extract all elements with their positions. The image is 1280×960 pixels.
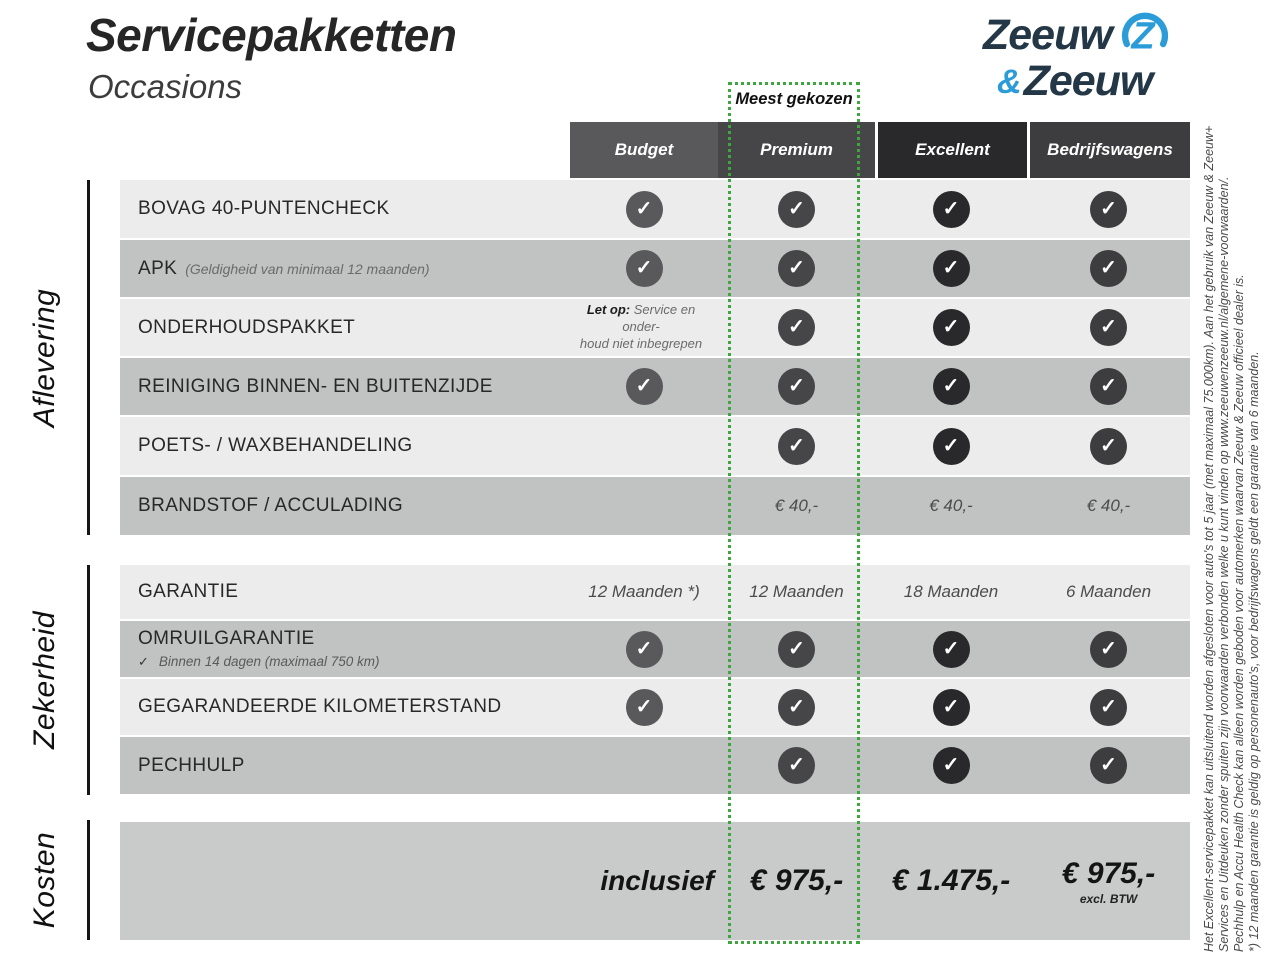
check-icon: ✓ (933, 309, 970, 346)
check-icon: ✓ (626, 631, 663, 668)
kosten-band (120, 822, 1190, 940)
row-label: GARANTIE (138, 581, 239, 602)
check-icon: ✓ (1090, 191, 1127, 228)
check-icon: ✓ (626, 689, 663, 726)
footnote-line: *) 12 maanden garantie is geldig op personenauto's, voor bedrijfswagens geldt een garantie van 6 maanden. (1247, 351, 1261, 952)
table-row-pechhulp (120, 737, 1190, 794)
logo-word-1: Zeeuw (983, 10, 1112, 59)
warranty-value: 6 Maanden (1065, 582, 1152, 601)
column-header-budget: Budget (570, 122, 718, 178)
footnotes (1202, 97, 1262, 952)
check-icon: ✓ (1090, 309, 1127, 346)
table-row-kilometerstand (120, 679, 1190, 735)
check-icon: ✓ (1090, 250, 1127, 287)
small-check-icon: ✓ (138, 654, 149, 669)
table-row-poets (120, 417, 1190, 475)
check-icon: ✓ (933, 191, 970, 228)
kosten-excellent-value: € 1.475,- (891, 864, 1011, 897)
price-value: € 40,- (1086, 496, 1131, 515)
table-row-bovag (120, 180, 1190, 238)
check-icon: ✓ (778, 191, 815, 228)
footnote-line: Services en Uitdeuken zonder spuiten zijn voorwaarden verbonden welke u kunt vinden op www.zeeuwenzeeuw.nl/algemene-voorwaarden/. (1217, 176, 1231, 952)
row-sub-note: ✓ Binnen 14 dagen (maximaal 750 km) (138, 654, 380, 669)
row-label: OMRUILGARANTIE (138, 628, 315, 649)
row-label: REINIGING BINNEN- EN BUITENZIJDE (138, 375, 493, 397)
column-header-bedrijfswagens: Bedrijfswagens (1027, 122, 1190, 178)
check-icon: ✓ (778, 250, 815, 287)
table-row-apk (120, 240, 1190, 297)
kosten-section-label: Kosten (28, 831, 61, 929)
column-header-excellent: Excellent (875, 122, 1027, 178)
check-icon: ✓ (933, 747, 970, 784)
kosten-premium-value: € 975,- (749, 864, 844, 897)
check-icon: ✓ (778, 309, 815, 346)
budget-note: Let op: Service en onder- houd niet inbegrepen (579, 302, 703, 351)
row-label: BOVAG 40-PUNTENCHECK (138, 198, 390, 219)
table-row-onderhoudspakket (120, 299, 1190, 356)
row-label: GEGARANDEERDE KILOMETERSTAND (138, 696, 502, 717)
check-icon: ✓ (1090, 428, 1127, 465)
check-icon: ✓ (1090, 368, 1127, 405)
logo-word-2: Zeeuw (1023, 57, 1153, 105)
warranty-value: 12 Maanden *) (588, 582, 700, 601)
warranty-value: 12 Maanden (749, 582, 844, 601)
kosten-bedrijfswagens-value: € 975,- (1061, 856, 1156, 890)
check-icon: ✓ (778, 631, 815, 668)
z-swoosh-icon (1116, 6, 1174, 64)
check-icon: ✓ (1090, 747, 1127, 784)
check-icon: ✓ (1090, 631, 1127, 668)
page-title: Servicepakketten (86, 9, 457, 61)
kosten-budget-value: inclusief (600, 865, 714, 896)
check-icon: ✓ (778, 747, 815, 784)
table-row-garantie (120, 565, 1190, 619)
page-subtitle: Occasions (88, 68, 243, 105)
svg-text:Z: Z (1131, 15, 1155, 58)
row-label: POETS- / WAXBEHANDELING (138, 435, 413, 456)
column-headers (570, 122, 1190, 178)
check-icon: ✓ (778, 689, 815, 726)
row-label: APK (138, 257, 178, 279)
row-label: ONDERHOUDSPAKKET (138, 316, 356, 338)
row-label: BRANDSTOF / ACCULADING (138, 495, 403, 516)
most-chosen-badge: Meest gekozen (735, 90, 853, 108)
price-value: € 40,- (774, 496, 819, 515)
check-icon: ✓ (626, 250, 663, 287)
zekerheid-section-label: Zekerheid (28, 611, 61, 749)
table-row-brandstof (120, 477, 1190, 535)
check-icon: ✓ (626, 191, 663, 228)
check-icon: ✓ (933, 689, 970, 726)
row-label: PECHHULP (138, 754, 245, 776)
price-value: € 40,- (929, 496, 973, 515)
footnote-line: Pechhulp en Accu Health Check kan alleen worden geboden voor automerken waarvan Zeeuw & Zeeuw officieel dealer is. (1232, 274, 1246, 952)
check-icon: ✓ (626, 368, 663, 405)
column-header-premium: Premium (718, 122, 875, 178)
aflevering-section (0, 180, 90, 535)
logo-line-2 (983, 57, 1183, 105)
footnote-line: Het Excellent-servicepakket kan uitsluitend worden afgesloten voor auto's tot 5 jaar (met maximaal 75.000km). Aan het gebruik van Zeeuw & Zeeuw+ (1202, 125, 1216, 952)
kosten-section (0, 820, 90, 940)
kosten-btw-note: excl. BTW (1079, 891, 1138, 906)
logo-ampersand: & (997, 62, 1022, 101)
logo-line-1 (983, 6, 1183, 64)
check-icon: ✓ (933, 428, 970, 465)
check-icon: ✓ (778, 368, 815, 405)
row-note: (Geldigheid van minimaal 12 maanden) (185, 260, 430, 277)
aflevering-section-label: Aflevering (28, 288, 61, 427)
warranty-value: 18 Maanden (903, 582, 999, 601)
table-row-omruilgarantie (120, 621, 1190, 677)
check-icon: ✓ (933, 631, 970, 668)
zekerheid-section (0, 565, 90, 795)
table-row-reiniging (120, 358, 1190, 415)
check-icon: ✓ (778, 428, 815, 465)
zeeuw-zeeuw-logo (983, 6, 1183, 103)
check-icon: ✓ (933, 368, 970, 405)
check-icon: ✓ (933, 250, 970, 287)
check-icon: ✓ (1090, 689, 1127, 726)
